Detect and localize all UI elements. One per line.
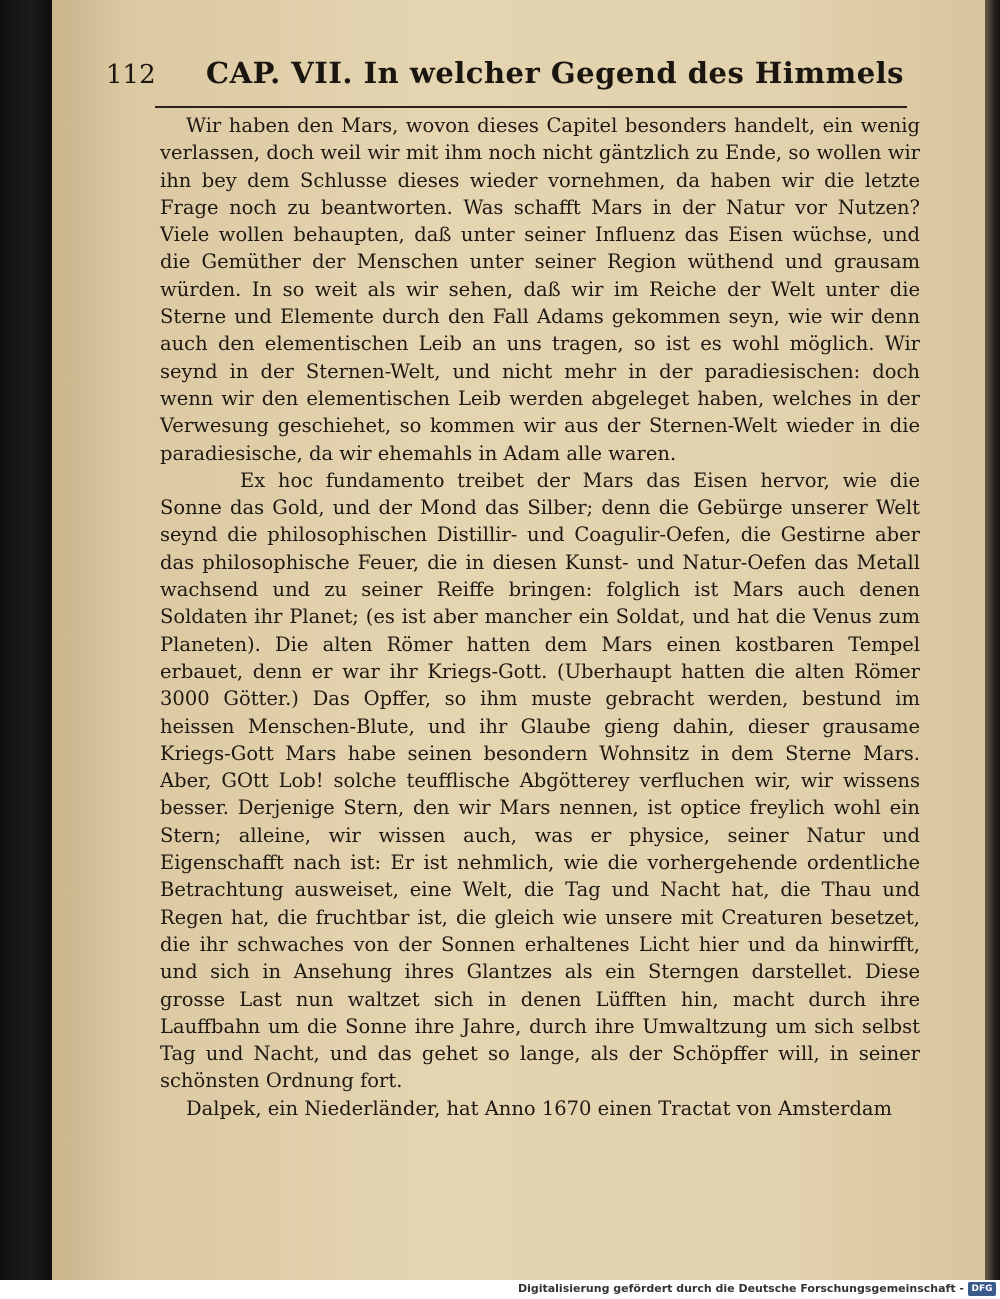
page-number: 112 <box>106 60 156 90</box>
page-right-edge <box>985 0 1000 1280</box>
paragraph-1: Wir haben den Mars, wovon dieses Capitel besonders handelt, ein wenig verlassen, doch weil wir mit ihm noch nicht gäntzlich zu Ende, so wollen wir ihn bey dem Schlusse dieses wieder vornehmen, da haben wir die letzte Frage noch zu beantworten. Was schafft Mars in der Natur vor Nutzen? Viele wollen behaupten, daß unter seiner Influenz das Eisen wüchse, und die Gemüther der Menschen unter seiner Region wüthend und grausam würden. In so weit als wir sehen, daß wir im Reiche der Welt unter die Sterne und Elemente durch den Fall Adams gekommen seyn, wie wir denn auch den elementischen Leib an uns tragen, so ist es wohl möglich. Wir seynd in der Sternen-Welt, und nicht mehr in der paradiesischen: doch wenn wir den elementischen Leib werden abgeleget haben, welches in der Verwesung geschiehet, so kommen wir aus der Sternen-Welt wieder in die paradiesische, da wir ehemahls in Adam alle waren. <box>160 114 920 465</box>
footer-credit: Digitalisierung gefördert durch die Deutsche Forschungsgemeinschaft - <box>517 1282 964 1295</box>
page-header <box>106 56 904 100</box>
paragraph-3: Dalpek, ein Niederländer, hat Anno 1670 einen Tractat von Amsterdam <box>186 1096 893 1120</box>
header-rule <box>155 106 907 108</box>
book-binding-edge <box>0 0 52 1280</box>
running-title: CAP. VII. In welcher Gegend des Himmels <box>206 56 904 90</box>
paragraph-2: Ex hoc fundamento treibet der Mars das Eisen hervor, wie die Sonne das Gold, und der Mond das Silber; denn die Gebürge unserer Welt seynd die philosophischen Distillir- und Coagulir-Oefen, die Gestirne aber das philosophische Feuer, die in diesen Kunst- und Natur-Oefen das Metall wachsend und zu seiner Reiffe bringen: folglich ist Mars auch denen Soldaten ihr Planet; (es ist aber mancher ein Soldat, und hat die Venus zum Planeten). Die alten Römer hatten dem Mars einen kostbaren Tempel erbauet, denn er war ihr Kriegs-Gott. (Uberhaupt hatten die alten Römer 3000 Götter.) Das Opffer, so ihm muste gebracht werden, bestund im heissen Menschen-Blute, und ihr Glaube gieng dahin, dieser grausame Kriegs-Gott Mars habe seinen besondern Wohnsitz in dem Sterne Mars. Aber, GOtt Lob! solche teufflische Abgötterey verfluchen wir, wir wissens besser. Derjenige Stern, den wir Mars nennen, ist optice freylich wohl ein Stern; alleine, wir wissen auch, was er physice, seiner Natur und Eigenschafft nach ist: Er ist nehmlich, wie die vorhergehende ordentliche Betrachtung ausweiset, eine Welt, die Tag und Nacht hat, die Thau und Regen hat, die fruchtbar ist, die gleich wie unsere mit Creaturen besetzet, die ihr schwaches von der Sonnen erhaltenes Licht hier und da hinwirfft, und sich in Ansehung ihres Glantzes als ein Sterngen darstellet. Diese grosse Last nun waltzet sich in denen Lüfften hin, macht durch ihre Lauffbahn um die Sonne ihre Jahre, durch ihre Umwaltzung um sich selbst Tag und Nacht, und das gehet so lange, als der Schöpffer will, in seiner schönsten Ordnung fort. <box>160 468 920 1093</box>
dfg-logo: DFG <box>968 1282 996 1296</box>
body-text <box>160 112 920 1122</box>
digitization-footer <box>0 1280 1000 1299</box>
